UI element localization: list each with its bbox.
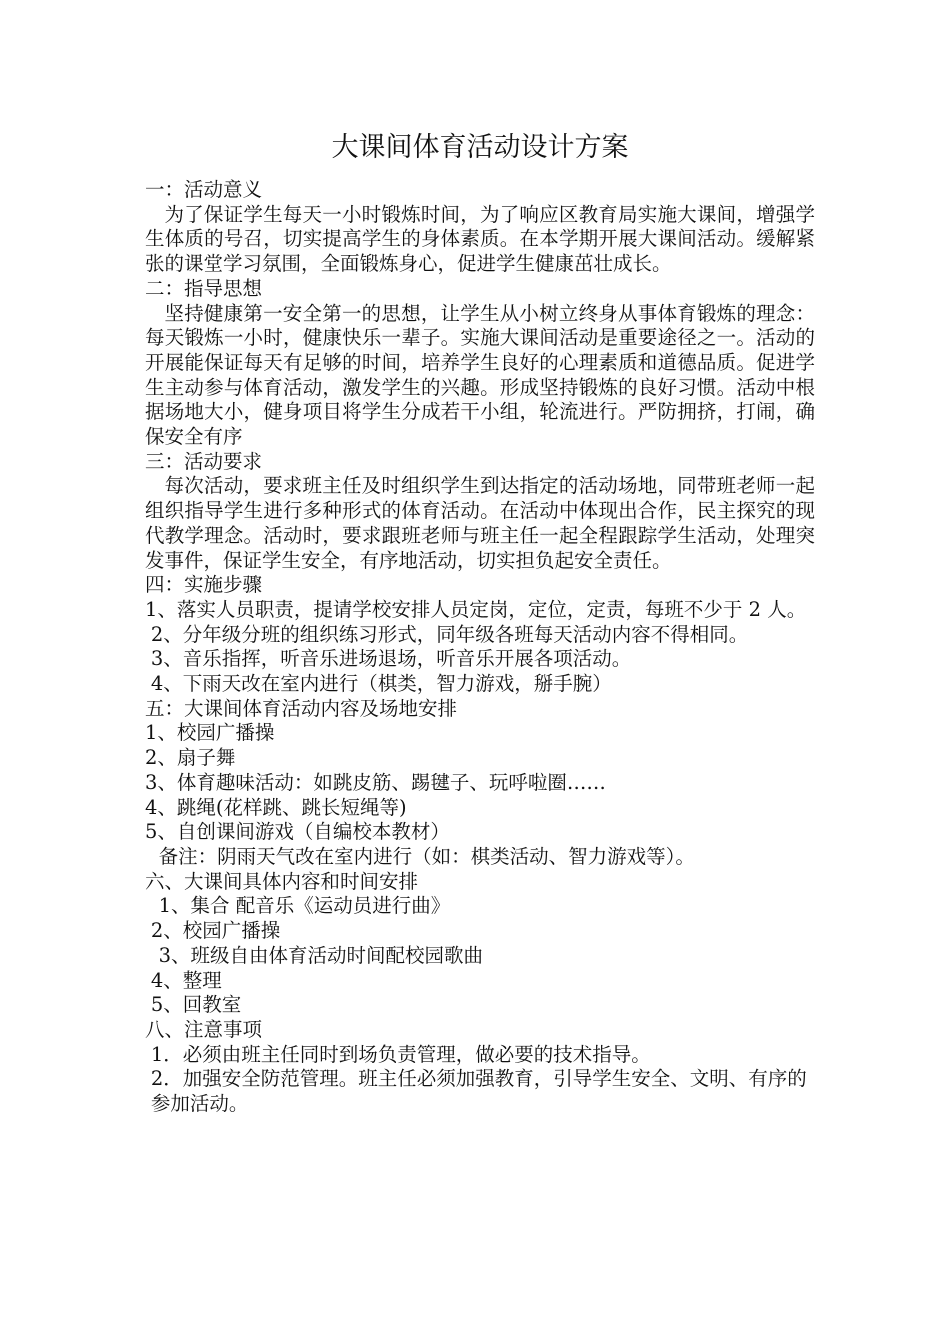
list-item: 2、分年级分班的组织练习形式，同年级各班每天活动内容不得相同。 (150, 622, 749, 646)
list-item: 3、音乐指挥，听音乐进场退场，听音乐开展各项活动。 (150, 647, 632, 671)
section-paragraph-significance: 为了保证学生每天一小时锻炼时间，为了响应区教育局实施大课间，增强学生体质的号召，切实提高学生的身体素质。在本学期开展大课间活动。缓解紧张的课堂学习氛围，全面锻炼身心，促进学生健康茁壮成长。 (145, 202, 815, 276)
list-item: 3、班级自由体育活动时间配校园歌曲 (158, 943, 484, 967)
list-item: 1．必须由班主任同时到场负责管理，做必要的技术指导。 (150, 1042, 651, 1066)
list-item: 2．加强安全防范管理。班主任必须加强教育，引导学生安全、文明、有序的参加活动。 (150, 1067, 807, 1116)
section-heading-steps: 四：实施步骤 (145, 573, 263, 597)
list-item: 2、校园广播操 (150, 919, 281, 943)
list-item: 3、体育趣味活动：如跳皮筋、踢毽子、玩呼啦圈…… (145, 770, 606, 794)
list-item: 4、下雨天改在室内进行（棋类，智力游戏，掰手腕） (150, 672, 612, 696)
list-item: 1、校园广播操 (145, 721, 275, 745)
section-heading-schedule: 六、大课间具体内容和时间安排 (145, 869, 419, 893)
section-paragraph-requirements: 每次活动，要求班主任及时组织学生到达指定的活动场地，同带班老师一起组织指导学生进行多种形式的体育活动。在活动中体现出合作，民主探究的现代教学理念。活动时，要求跟班老师与班主任一起全程跟踪学生活动，处理突发事件，保证学生安全，有序地活动，切实担负起安全责任。 (145, 474, 815, 572)
list-item: 2、扇子舞 (145, 746, 236, 770)
section-heading-requirements: 三：活动要求 (145, 449, 263, 473)
section-paragraph-guiding-thought: 坚持健康第一安全第一的思想，让学生从小树立终身从事体育锻炼的理念：每天锻炼一小时，健康快乐一辈子。实施大课间活动是重要途径之一。活动的开展能保证每天有足够的时间，培养学生良好的心理素质和道德品质。促进学生主动参与体育活动，激发学生的兴趣。形成坚持锻炼的良好习惯。活动中根据场地大小，健身项目将学生分成若干小组，轮流进行。严防拥挤，打闹，确保安全有序 (145, 301, 815, 449)
list-item: 5、回教室 (150, 993, 242, 1017)
list-item: 1、落实人员职责，提请学校安排人员定岗，定位，定责，每班不少于 2 人。 (145, 597, 807, 621)
note-text: 备注：阴雨天气改在室内进行（如：棋类活动、智力游戏等）。 (158, 844, 695, 868)
document-body (145, 130, 815, 1117)
section-heading-significance: 一：活动意义 (145, 178, 263, 201)
section-heading-guiding-thought: 二：指导思想 (145, 276, 263, 300)
list-item: 4、跳绳(花样跳、跳长短绳等) (145, 795, 407, 819)
list-item: 5、自创课间游戏（自编校本教材） (145, 820, 450, 844)
section-heading-notes: 八、注意事项 (145, 1017, 263, 1041)
list-item: 4、整理 (150, 968, 222, 992)
document-title: 大课间体育活动设计方案 (331, 132, 629, 163)
section-heading-content: 五：大课间体育活动内容及场地安排 (145, 696, 458, 720)
list-item: 1、集合 配音乐《运动员进行曲》 (158, 894, 451, 918)
